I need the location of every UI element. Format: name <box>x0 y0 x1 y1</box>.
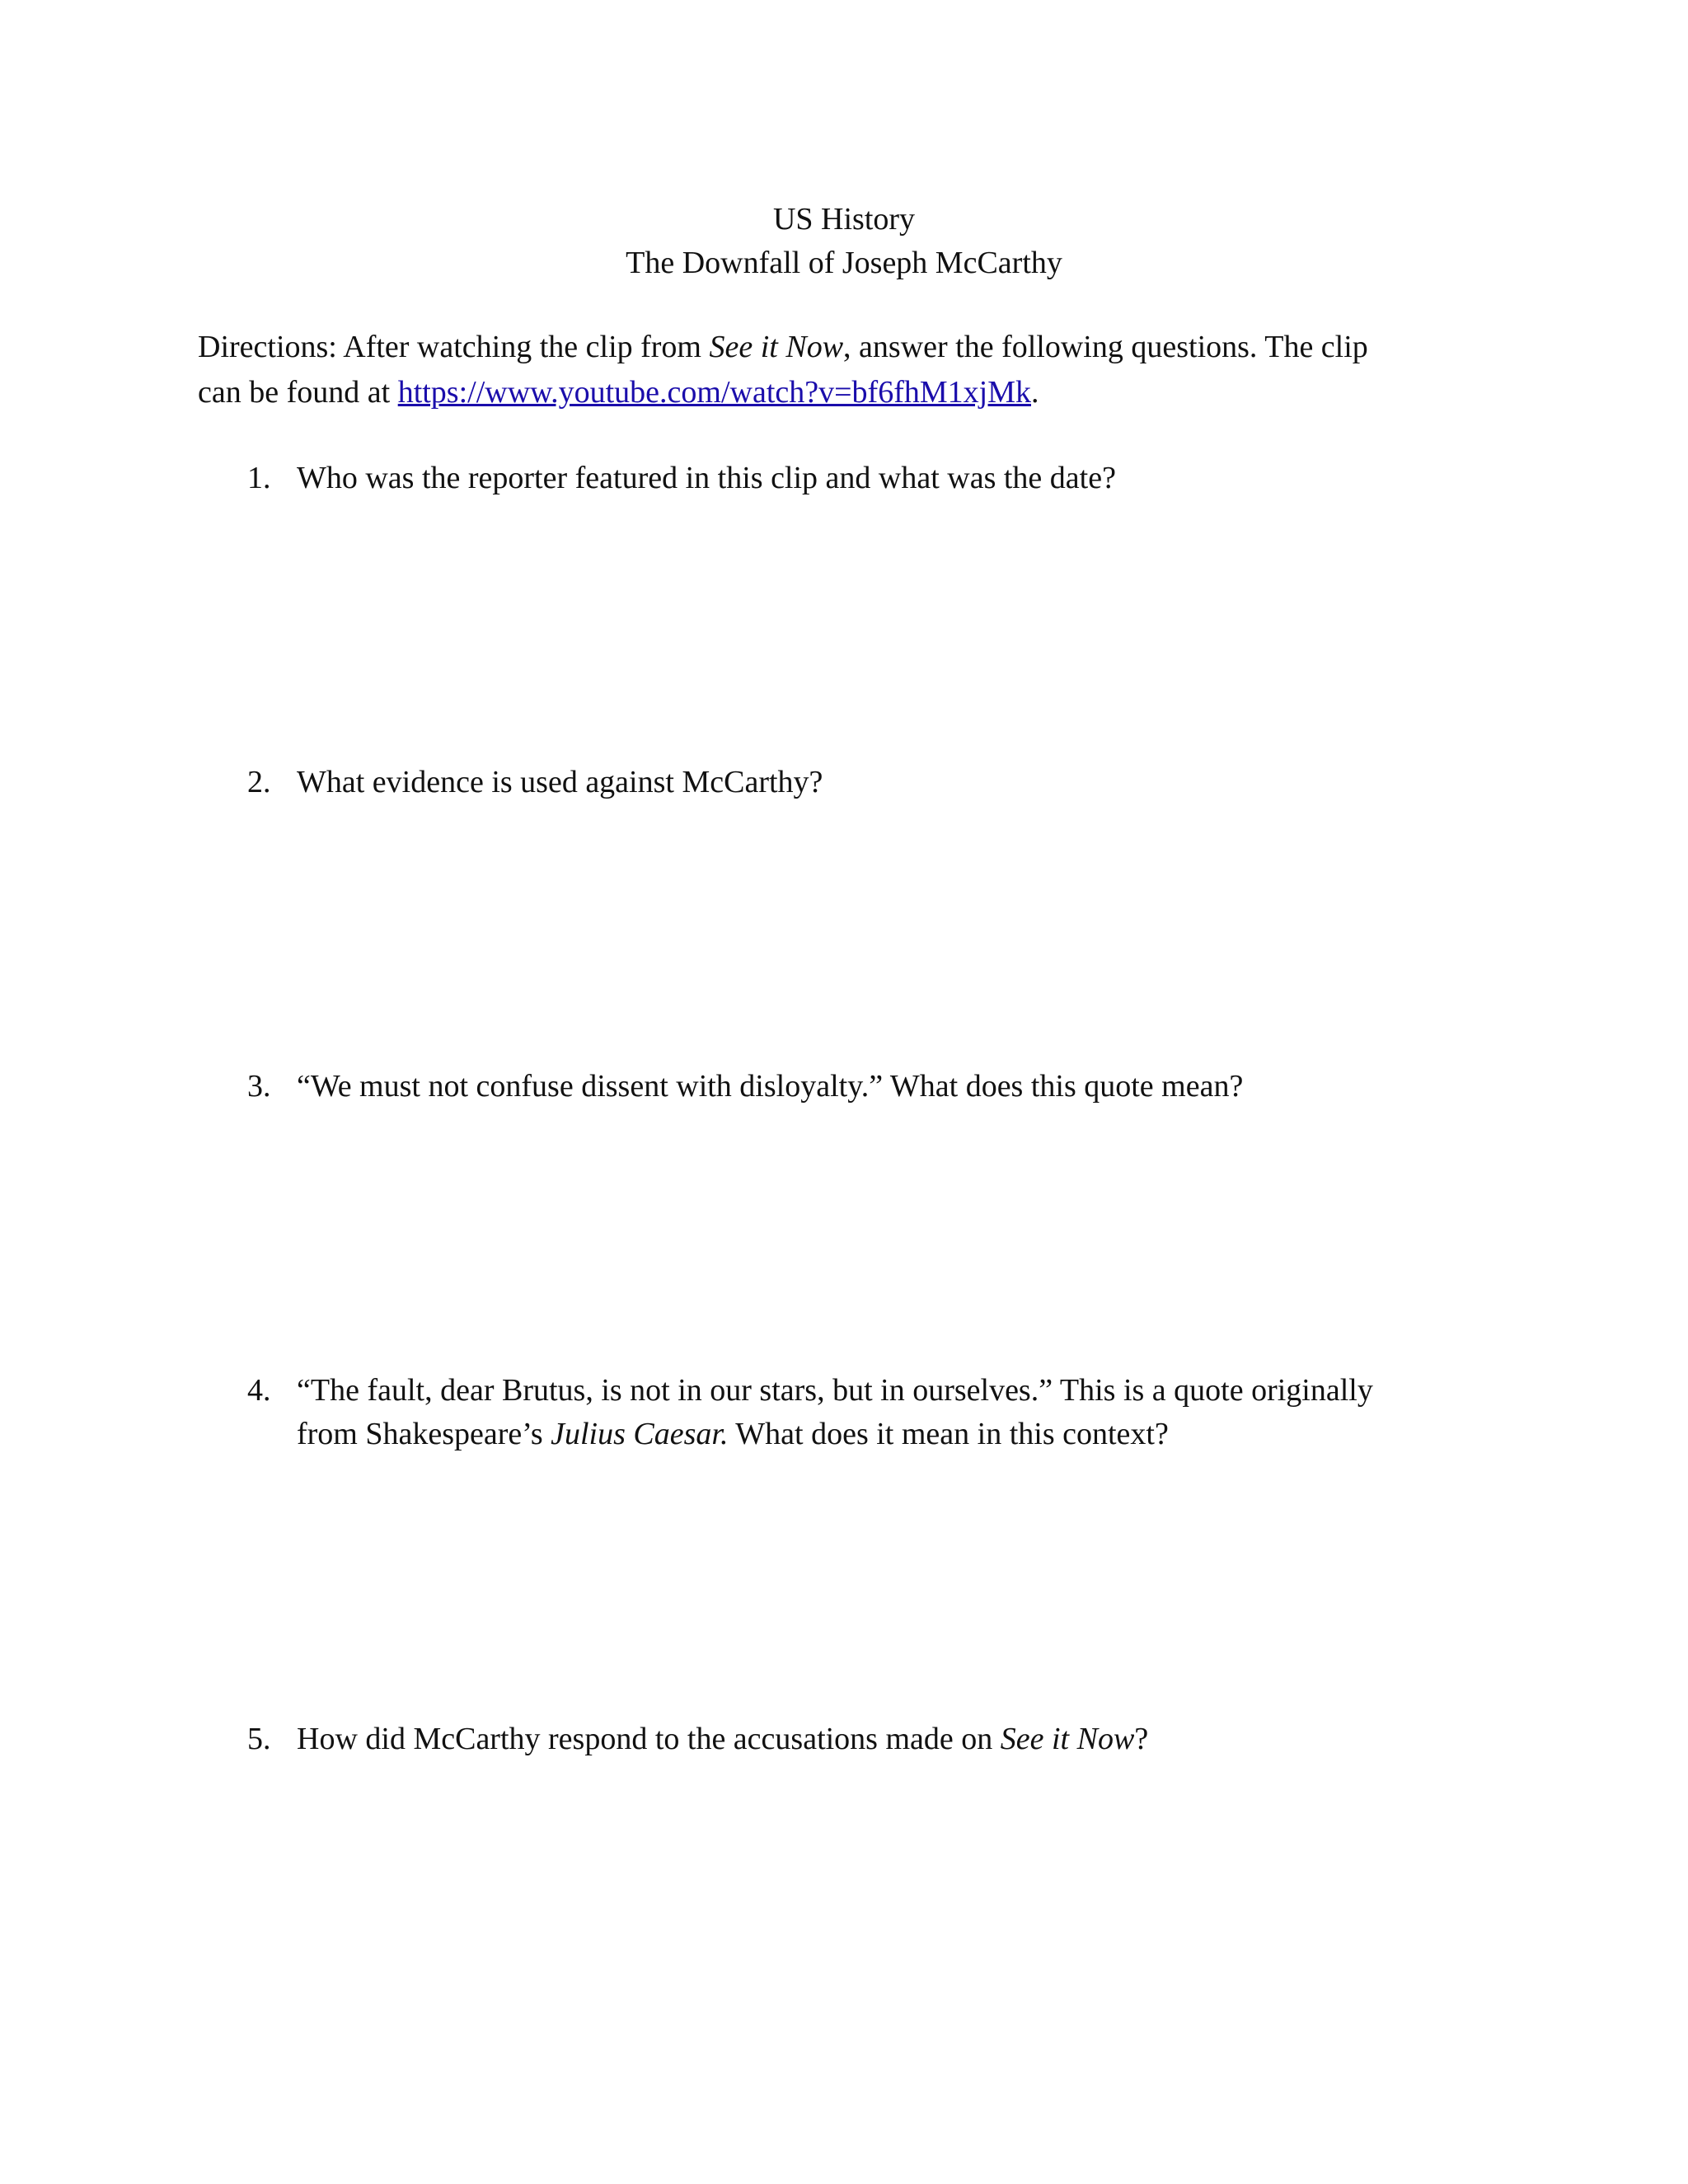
play-title: Julius Caesar. <box>551 1417 729 1451</box>
question-line: What evidence is used against McCarthy? <box>297 765 823 799</box>
question-number: 1. <box>247 461 271 495</box>
question-number: 2. <box>247 765 271 799</box>
question-line-text: How did McCarthy respond to the accusations made on <box>297 1722 1001 1756</box>
directions-paragraph <box>198 325 1426 415</box>
question-text <box>297 1065 1434 1108</box>
directions-text: can be found at <box>198 375 398 410</box>
directions-line-2 <box>198 370 1426 415</box>
question-number: 4. <box>247 1373 271 1408</box>
course-heading: US History <box>772 202 916 237</box>
question-line: “The fault, dear Brutus, is not in our stars, but in ourselves.” This is a quote originally <box>297 1373 1373 1408</box>
directions-text: Directions: After watching the clip from <box>198 330 710 364</box>
show-title: See it Now <box>1000 1722 1135 1756</box>
question-line-text: What does it mean in this context? <box>728 1417 1169 1451</box>
question-text <box>297 761 1434 804</box>
question-line-text: from Shakespeare’s <box>297 1417 551 1451</box>
question-line: Who was the reporter featured in this clip and what was the date? <box>297 461 1116 495</box>
youtube-link[interactable]: https://www.youtube.com/watch?v=bf6fhM1xjMk <box>397 375 1031 410</box>
question-line: “We must not confuse dissent with disloyalty.” What does this quote mean? <box>297 1069 1244 1104</box>
question-text <box>297 1369 1434 1456</box>
directions-line-1 <box>198 325 1426 370</box>
question-line <box>297 1718 1434 1761</box>
question-number: 5. <box>247 1722 271 1756</box>
question-line <box>297 1413 1434 1456</box>
question-line-text: ? <box>1134 1722 1149 1756</box>
show-title: See it Now <box>709 330 844 364</box>
directions-text: . <box>1031 375 1039 410</box>
question-text <box>297 457 1434 500</box>
question-number: 3. <box>247 1069 271 1104</box>
worksheet-title: The Downfall of Joseph McCarthy <box>626 246 1062 280</box>
question-text <box>297 1718 1434 1761</box>
directions-text: , answer the following questions. The clip <box>843 330 1368 364</box>
